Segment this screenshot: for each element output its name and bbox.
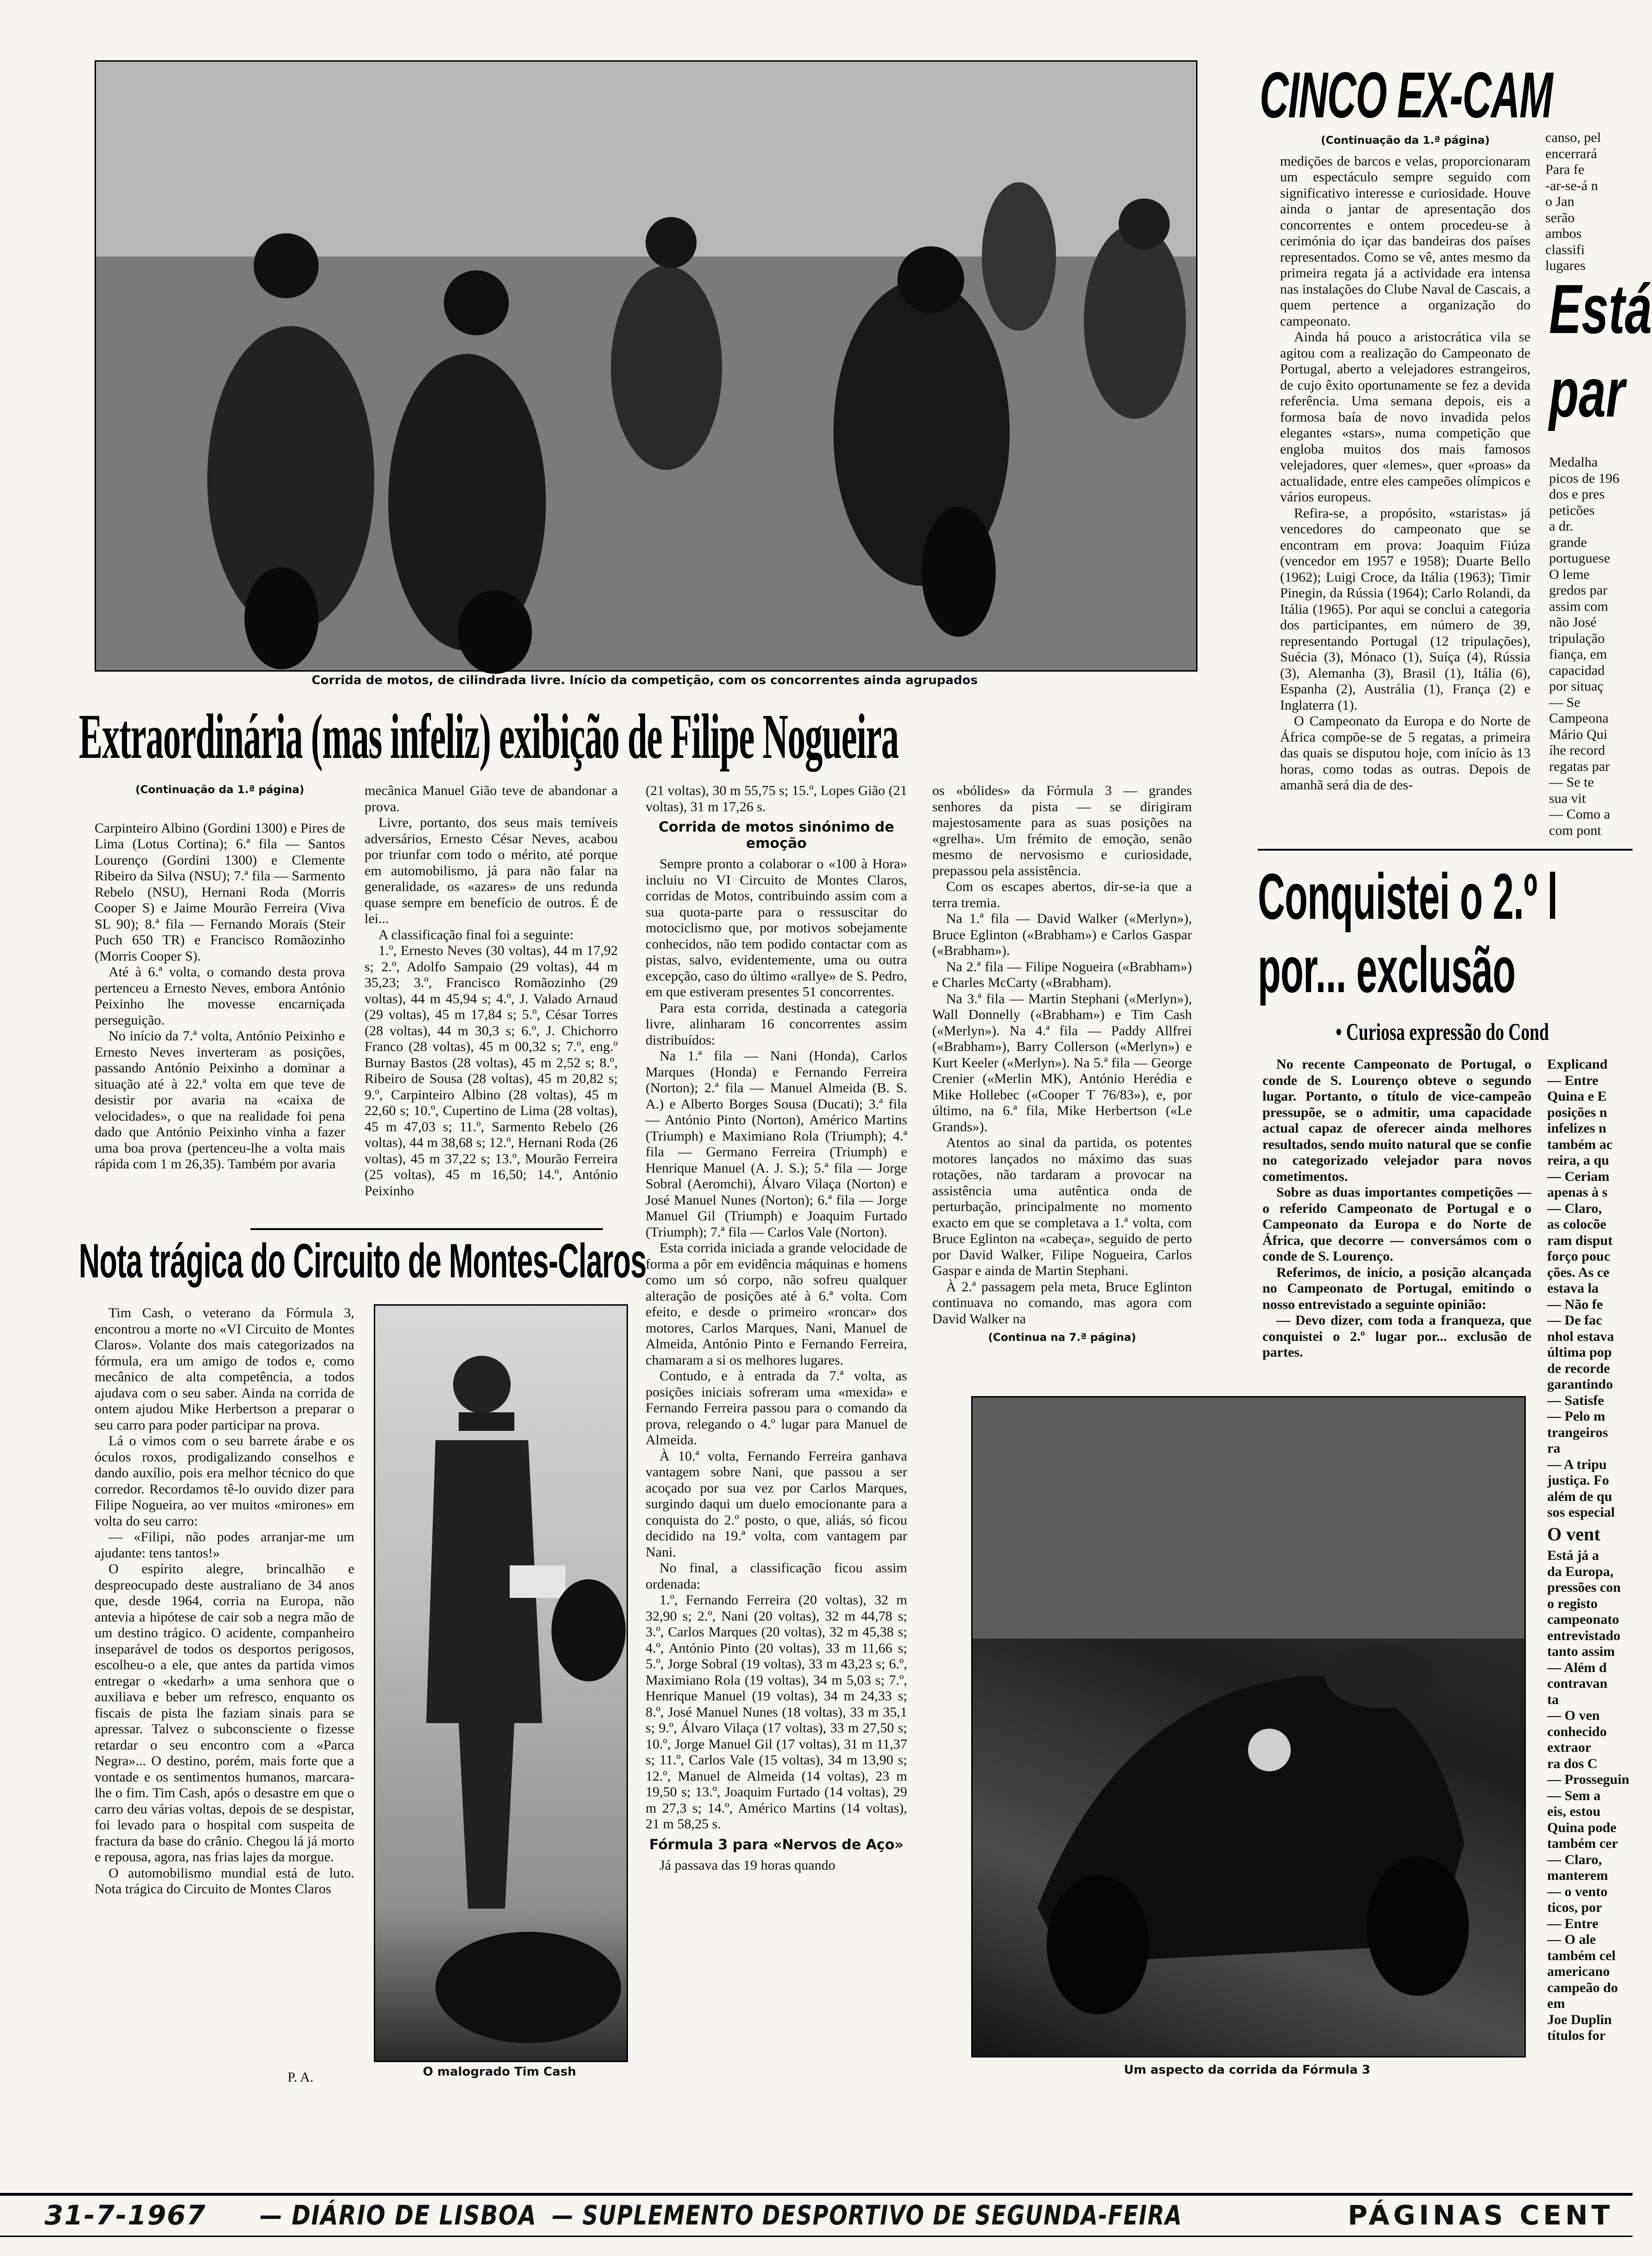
edge-line: — Entre [1547,1072,1599,1088]
paragraph: Tim Cash, o veterano da Fórmula 3, encontrou a morte no «VI Circuito de Montes Claros». Volante dos mais categorizados na fórmula, era um amigo de todos e, como mecânico de alta competência, a todos ajudava com o seu saber. Ainda na corrida de ontem ajudou Mike Herbertson a preparar o seu carro para poder participar na prova. [95,1305,354,1433]
edge-line: — Satisfe [1547,1392,1604,1408]
edge-line: Explicand [1547,1057,1608,1072]
edge-line: — Pelo m [1547,1409,1605,1424]
edge-line: -ar-se-á n [1545,178,1598,193]
formula3-car-illustration [973,1397,1524,2056]
edge-headline-esta: Está [1549,270,1652,348]
paragraph: mecânica Manuel Gião teve de abandonar a prova. [365,783,618,814]
edge-line: Quina pode [1547,1820,1617,1835]
edge-line: posições n [1547,1104,1607,1120]
tim-cash-caption: O malogrado Tim Cash [423,2065,576,2079]
edge-line: Para fe [1545,162,1585,177]
f3-subheading: Fórmula 3 para «Nervos de Aço» [649,1836,904,1853]
edge-line: por situaç [1549,679,1604,694]
edge-line: além de qu [1547,1488,1613,1504]
edge-line: classifi [1545,242,1585,257]
edge-line: — Sem a [1547,1788,1601,1803]
edge-line: também ac [1547,1136,1613,1152]
conquistei-headline-line1: Conquistei o 2.º l [1258,860,1558,933]
paragraph: Livre, portanto, dos seus mais temíveis adversários, Ernesto César Neves, acabou por triunfar com todo o mérito, até porque em automobilismo, já para não falar na generalidade, os «azares» de uns redunda quase sempre em benefício de outros. É de lei... [365,815,618,926]
edge-line: nhol estava [1547,1328,1614,1344]
f3-photo-caption: Um aspecto da corrida da Fórmula 3 [1124,2063,1370,2077]
edge-line: — O ale [1547,1932,1596,1947]
paragraph: — «Filipi, não podes arranjar-me um ajudante: tens tantos!» [95,1529,354,1561]
edge-line: pressões con [1547,1580,1621,1595]
edge-line: ra dos C [1547,1756,1598,1771]
edge-line: em [1547,1996,1565,2011]
edge-line: também cer [1547,1836,1618,1851]
paragraph: No recente Campeonato de Portugal, o conde de S. Lourenço obteve o segundo lugar. Portanto, o título de vice-campeão pressupõe, se o admitir, uma capacidade actual capaz de oferecer ainda melhores resultados, sendo muito natural que se confie no categorizado velejador para novos cometimentos. [1262,1057,1531,1184]
edge-line: íhe record [1549,743,1605,758]
edge-line: Medalha [1549,455,1598,470]
signature: P. A. [288,2070,314,2085]
edge-line: americano [1547,1964,1610,1979]
edge-line: portuguese [1549,551,1610,566]
paragraph: Refira-se, a propósito, «staristas» já vencedores do campeonato que se encontram em prova: Joaquim Fiúza (vencedor em 1957 e 1958); Duarte Bello (1962); Luigi Croce, da Itália (1963); Timir Pinegin, da Rússia (1964); Carlo Rolandi, da Itália (1965). Por aqui se conclui a categoria dos participantes, em número de 39, representando Portugal (12 tripulações), Suécia (3), Mónaco (1), Suíça (4), Rússia (3), Alemanha (3), Brasil (1), Itália (6), Espanha (2), Austrália (1), França (2) e Inglaterra (1). [1280,505,1530,713]
edge-line: de recorde [1547,1360,1610,1376]
edge-line: não José [1549,615,1597,630]
edge-line: canso, pel [1545,130,1601,145]
edge-line: — Não fe [1547,1296,1603,1312]
edge-line: também cel [1547,1948,1616,1963]
paragraph: Na 1.ª fila — David Walker («Merlyn»), Bruce Eglinton («Brabham») e Carlos Gaspar («Brabham»). [932,911,1192,958]
edge-line: ta [1547,1692,1559,1707]
paragraph: Esta corrida iniciada a grande velocidade de forma a pôr em evidência máquinas e homens como um só corpo, não sofreu qualquer alteração de posições até à 6.ª volta. Com efeito, e desde o primeiro «roncar» dos motores, Carlos Marques, Nani, Manuel de Almeida, António Pinto e Fernando Ferreira, chamaram a si os melhores lugares. [646,1240,907,1368]
paragraph: O Campeonato da Europa e do Norte de África compõe-se de 5 regatas, a primeira das quais se disputou hoje, com início às 13 horas, como todas as outras. Depois de amanhã será dia de des- [1280,713,1530,793]
paragraph: À 2.ª passagem pela meta, Bruce Eglinton continuava no comando, mas agora com David Walker na [932,1279,1192,1327]
paragraph: Lá o vimos com o seu barrete árabe e os óculos roxos, prodigalizando conselhos e dando auxílio, pois era melhor técnico do que corredor. Recordamos tê-lo ouvido dizer para Filipe Nogueira, ao ver muitos «mirones» em volta do seu carro: [95,1433,354,1529]
edge-line: — A tripu [1547,1456,1607,1472]
paragraph: A classificação final foi a seguinte: [378,927,574,942]
edge-line: Quina e E [1547,1089,1607,1104]
edge-column-b [1549,455,1633,838]
cinco-column [1280,130,1530,835]
edge-line: assim com [1549,598,1608,614]
paragraph: 1.º, Ernesto Neves (30 voltas), 44 m 17,92 s; 2.º, Adolfo Sampaio (29 voltas), 44 m 35,23; 3.º, Francisco Romãozinho (29 voltas), 44 m 45,94 s; 4.º, J. Valado Arnaud (29 voltas), 45 m 17,84 s; 5.º, César Torres (28 voltas), 44 m 30,3 s; 6.º, J. Chichorro Franco (28 voltas), 45 m 00,32 s; 7.º, eng.º Burnay Bastos (28 voltas), 45 m 2,52 s; 8.º, Ribeiro de Sousa (28 voltas), 45 m 20,82 s; 9.º, Carpinteiro Albino (28 voltas), 45 m 22,60 s; 10.º, Cupertino de Lima (28 voltas), 45 m 47,03 s; 11.º, Sarmento Rebelo (26 voltas), 44 m 38,68 s; 12.º, Hernani Roda (26 voltas), 45 m 37,22 s; 13.º, Mourão Ferreira (25 voltas), 45 m 16,50; 14.º, António Peixinho [365,943,618,1198]
paragraph: Para esta corrida, destinada a categoria livre, alinharam 16 concorrentes assim distribuídos: [646,1000,907,1048]
tim-cash-photo [374,1304,628,2062]
edge-line: O leme [1549,566,1590,582]
main-column-1 [95,779,345,1220]
edge-line: estava la [1547,1281,1599,1296]
paragraph: os «bólides» da Fórmula 3 — grandes senhores da pista — se dirigiram majestosamente para as suas posições na «grelha». Um frémito de emoção, senão mesmo de nervosismo e curiosidade, prepassou pela assistência. [932,783,1192,878]
footer-section: — SUPLEMENTO DESPORTIVO DE SEGUNDA-FEIRA [552,2199,1183,2231]
edge-line: — Ceriam [1547,1168,1610,1184]
edge-line: apenas à s [1547,1185,1608,1200]
edge-line: contravan [1547,1676,1607,1691]
edge-line: — Além d [1547,1660,1607,1675]
edge-line: campeão do [1547,1980,1618,1995]
paragraph: O automobilismo mundial está de luto. Nota trágica do Circuito de Montes Claros [95,1865,354,1897]
continuation-label: (Continuação da 1.ª página) [135,784,305,796]
edge-line: Mário Qui [1549,726,1607,742]
edge-line: — O ven [1547,1708,1600,1723]
paragraph: Carpinteiro Albino (Gordini 1300) e Pires de Lima (Lotus Cortina); 6.ª fila — Santos Lourenço (Gordini 1300) e Clemente Ribeiro da Silva (NSU); 7.ª fila — Sarmento Rebelo (NSU), Hernani Roda (Morris Cooper S) e Jaime Mourão Ferreira (Viva SL 90); 8.ª fila — Fernando Morais (Steir Puch 650 TR) e Francisco Romãozinho (Morris Cooper S). [95,820,345,964]
continua-label: (Continua na 7.ª página) [988,1332,1136,1344]
edge-line: extraor [1547,1740,1591,1755]
paragraph: Na 3.ª fila — Martin Stephani («Merlyn»), Wall Donnelly («Brabham») e Tim Cash («Merlyn»). Na 4.ª fila — Paddy Allfrei («Brabham»), Barry Collerson («Merlyn») e Kurt Keeler («Merlyn»). Na 5.ª fila — George Crenier («Merlin MK), António Herédia e Mike Hollebec («Cooper T 76/83»), e, por último, na 6.ª fila, Mike Herbertson («Le Grands»). [932,991,1192,1134]
footer-pages: PÁGINAS CENT [1348,2199,1614,2231]
edge-line: entrevistado [1547,1628,1620,1643]
edge-line: trangeiros [1547,1424,1608,1440]
edge-line: tanto assim [1547,1644,1615,1659]
edge-line: ambos [1545,226,1582,241]
edge-line: lugares [1545,258,1586,273]
edge-line: gredos par [1549,583,1607,598]
nota-column [95,1305,354,2024]
edge-line: infelizes n [1547,1121,1607,1136]
edge-line: garantindo [1547,1377,1613,1392]
edge-line: justiça. Fo [1547,1473,1609,1488]
motorcycle-race-photo [95,60,1197,672]
paragraph: Na 2.ª fila — Filipe Nogueira («Brabham») e Charles McCarty («Brabham). [932,959,1192,990]
paragraph: Já passava das 19 horas quando [660,1858,836,1873]
paragraph: Contudo, e à entrada da 7.ª volta, as posições iniciais sofreram uma «mexida» e Fernando Ferreira passou para o comando da prova, relegando o 4.º lugar para Manuel de Almeida. [646,1368,907,1448]
edge-line: manterem [1547,1868,1608,1883]
paragraph: O espírito alegre, brincalhão e despreocupado deste australiano de 34 anos que, desde 1964, corria na Europa, não antevia a hipótese de cair sob a negra mão de um destino trágico. O acidente, companheiro inseparável de todos os desportos perigosos, escolheu-o a ele, que antes da partida vimos entregar o «kedarh» a uma senhora que o auxiliava e beber um refresco, enquanto os fiscais de pista lhe faziam sinais para se apressar. Talvez o subconsciente o fizesse retardar o seu encontro com a «Parca Negra»... O destino, porém, mais forte que a vontade e os sentimentos humanos, marcara-lhe o fim. Tim Cash, após o desastre em que o carro deu várias voltas, depois de se despistar, foi levado para o hospital com suspeita de fractura da base do crânio. Chegou lá já morto e repousa, agora, nas frias lajes da morgue. [95,1561,354,1865]
paragraph: Sobre as duas importantes competições — o referido Campeonato de Portugal e o Campeonato da Europa e do Norte de África, que decorre — conversámos com o conde de S. Lourenço. [1262,1185,1531,1264]
conquistei-headline-line2: por... exclusão [1258,933,1516,1006]
paragraph: Até à 6.ª volta, o comando desta prova pertenceu a Ernesto Neves, embora António Peixinho lhe movesse encarniçada perseguição. [95,964,345,1028]
paragraph: No final, a classificação ficou assim ordenada: [646,1560,907,1592]
edge-line: Está já a [1547,1548,1599,1563]
edge-line: picos de 196 [1549,470,1620,486]
main-headline: Extraordinária (mas infeliz) exibição de Filipe Nogueira [79,701,899,772]
edge-line: — Se [1549,694,1581,710]
main-column-2 [365,783,618,1247]
edge-line: ticos, por [1547,1900,1602,1915]
paragraph: Sempre pronto a colaborar o «100 à Hora» incluiu no VI Circuito de Montes Claros, corridas de Motos, contribuindo assim com a sua quota-parte para o ressuscitar do motociclismo que, por motivos sobejamente conhecidos, não tem podido contactar com as pistas, salvo, evidentemente, uma ou outra excepção, caso do último «rallye» de S. Pedro, em que estiveram presentes 51 concorrentes. [646,856,907,1000]
edge-line: ra [1547,1441,1561,1456]
edge-line: capacidad [1549,662,1605,678]
edge-line: — Claro, [1547,1200,1602,1216]
edge-line: eis, estou [1547,1804,1601,1819]
edge-line: ram disput [1547,1232,1613,1248]
edge-line: — o vento [1547,1884,1607,1899]
edge-line: peticões [1549,502,1595,518]
edge-line: — Claro, [1547,1852,1602,1867]
edge-line: última pop [1547,1345,1612,1360]
edge-line: encerrará [1545,146,1597,161]
paragraph: Ainda há pouco a aristocrática vila se agitou com a realização do Campeonato de Portugal, aberto a velejadores estrangeiros, de cujo êxito oportunamente se fez a devida referência. Uma semana depois, eis a formosa baía de novo invadida pelos elegantes «stars», numa competição que engloba muitos dos mais famosos velejadores, quer «lemes», quer «proas» da actualidade, entre eles campeões olímpicos e vários europeus. [1280,329,1530,505]
edge-line: títulos for [1547,2028,1606,2043]
formula3-race-photo [971,1396,1526,2057]
edge-line: ções. As ce [1547,1264,1610,1280]
paragraph: medições de barcos e velas, proporcionaram um espectáculo sempre seguido com significativo interesse e curiosidade. Houve ainda o jantar de apresentação dos concorrentes e ontem procedeu-se à cerimónia do içar das bandeiras dos países representados. Como se vê, antes mesmo da primeira regata já a actividade era intensa nas instalações do Clube Naval de Cascais, a quem pertence a organização do campeonato. [1280,153,1530,329]
edge-line: forço pouc [1547,1249,1610,1264]
edge-line: fiança, em [1549,647,1607,662]
edge-line: conhecido [1547,1724,1607,1739]
edge-line: Campeona [1549,711,1609,726]
paragraph: 1.º, Fernando Ferreira (20 voltas), 32 m 32,90 s; 2.º, Nani (20 voltas), 32 m 44,78 s; 3.º, Carlos Marques (20 voltas), 32 m 45,38 s; 4.º, António Pinto (20 voltas), 33 m 11,66 s; 5.º, Jorge Sobral (19 voltas), 33 m 43,23 s; 6.º, Maximiano Rola (19 voltas), 34 m 5,03 s; 7.º, Henrique Manuel (19 voltas), 34 m 24,33 s; 8.º, José Manuel Nunes (18 voltas), 33 m 35,1 s; 9.º, Álvaro Vilaça (17 voltas), 33 m 27,50 s; 10.º, Jorge Manuel Gil (17 voltas), 31 m 11,37 s; 11.º, Carlos Vale (15 voltas), 34 m 13,90 s; 12.º, Manuel de Almeida (14 voltas), 23 m 19,50 s; 13.º, Joaquim Furtado (14 voltas), 29 m 27,3 s; 14.º, Américo Martins (14 voltas), 21 m 58,25 s. [646,1592,907,1832]
edge-line: sos especial [1547,1505,1615,1520]
edge-line: — Como a [1549,807,1610,822]
paragraph: Atentos ao sinal da partida, os potentes motores lançados no máximo das suas rotações, não tardaram a provocar na assistência uma autêntica onda de perturbação, principalmente no momento exacto em que se completava a 1.ª volta, com Bruce Eglinton na «cabeça», seguido de perto por David Walker, Filipe Nogueira, Carlos Gaspar e ainda de Martin Stephani. [932,1135,1192,1278]
edge-line: Joe Duplin [1547,2012,1612,2027]
edge-line: da Europa, [1547,1564,1614,1579]
paragraph: — Devo dizer, com toda a franqueza, que conquistei o 2.º lugar por... exclusão de partes. [1262,1313,1531,1360]
paragraph: Com os escapes abertos, dir-se-ia que a terra tremia. [932,879,1192,910]
edge-column-c [1547,1057,1633,2188]
edge-line: tripulação [1549,630,1605,646]
divider [250,1228,603,1230]
edge-line: serão [1545,210,1575,225]
conquistei-subheading: • Curiosa expressão do Cond [1336,1019,1549,1045]
edge-line: O vent [1547,1523,1601,1545]
edge-line: o Jan [1545,194,1575,209]
nota-headline: Nota trágica do Circuito de Montes-Claros [79,1234,647,1288]
footer-paper: — DIÁRIO DE LISBOA [260,2199,537,2231]
edge-line: — Se te [1549,775,1594,790]
paragraph: No início da 7.ª volta, António Peixinho e Ernesto Neves inverteram as posições, passando António Peixinho a dominar a situação até à 22.ª volta em que teve de desistir por avaria na «caixa de velocidades», o que na realidade foi pena dado que António Peixinho vinha a fazer uma boa prova (pertenceu-lhe a volta mais rápida com 1 m 26,35). Também por avaria [95,1028,345,1172]
motorcycle-photo-caption: Corrida de motos, de cilindrada livre. Início da competição, com os concorrentes ainda agrupados [311,673,978,687]
edge-line: — Entre [1547,1916,1599,1931]
main-column-3 [646,783,907,2182]
motos-subheading: Corrida de motos sinónimo de emoção [659,819,894,852]
edge-column-a [1545,130,1633,274]
footer-date: 31-7-1967 [45,2199,206,2231]
divider [1258,849,1633,851]
edge-line: a dr. [1549,519,1573,534]
main-column-4 [932,783,1192,1344]
motorcycle-riders-illustration [96,62,1196,670]
paragraph: Referimos, de início, a posição alcançada no Campeonato de Portugal, emitindo o nosso entrevistado a seguinte opinião: [1262,1264,1531,1312]
conquistei-column [1262,1057,1531,1381]
cinco-headline: CINCO EX-CAM [1260,58,1553,131]
edge-line: com pont [1549,822,1601,838]
paragraph: Na 1.ª fila — Nani (Honda), Carlos Marques (Honda) e Fernando Ferreira (Norton); 2.ª fila — Manuel Almeida (B. S. A.) e Alberto Borges Sousa (Ducati); 3.ª fila — António Pinto (Norton), Américo Martins (Triumph) e Maximiano Rola (Triumph); 4.ª fila — Germano Ferreira (Triumph) e Henrique Manuel (A. J. S.); 5.ª fila — Jorge Sobral (Aeromchi), Álvaro Vilaça (Norton) e José Manuel Nunes (Norton); 6.ª fila — Jorge Manuel Gil (Triumph) e Joaquim Furtado (Triumph); 7.ª fila — Carlos Vale (Norton). [646,1048,907,1240]
edge-line: sua vit [1549,790,1586,806]
paragraph: (21 voltas), 30 m 55,75 s; 15.º, Lopes Gião (21 voltas), 31 m 17,26 s. [646,783,907,814]
edge-line: — De fac [1547,1313,1602,1328]
edge-line: regatas par [1549,758,1610,774]
cinco-continuation: (Continuação da 1.ª página) [1320,135,1490,147]
edge-headline-par: par [1549,353,1625,431]
edge-line: — Prosseguin [1547,1772,1629,1787]
edge-line: dos e pres [1549,487,1605,502]
edge-line: as colocõe [1547,1217,1607,1232]
edge-line: o registo [1547,1596,1598,1611]
edge-line: reira, a qu [1547,1153,1609,1168]
edge-line: campeonato [1547,1612,1619,1627]
edge-line: grande [1549,534,1587,550]
tim-cash-illustration [375,1306,627,2061]
paragraph: À 10.ª volta, Fernando Ferreira ganhava vantagem sobre Nani, que passou a ser acoçado por sua vez por Carlos Marques, surgindo daqui um duelo emocionante para a conquista do 2.º posto, o que, aliás, só ficou decidido na 19.ª volta, com vantagem par Nani. [646,1448,907,1560]
page-footer [0,2193,1633,2237]
